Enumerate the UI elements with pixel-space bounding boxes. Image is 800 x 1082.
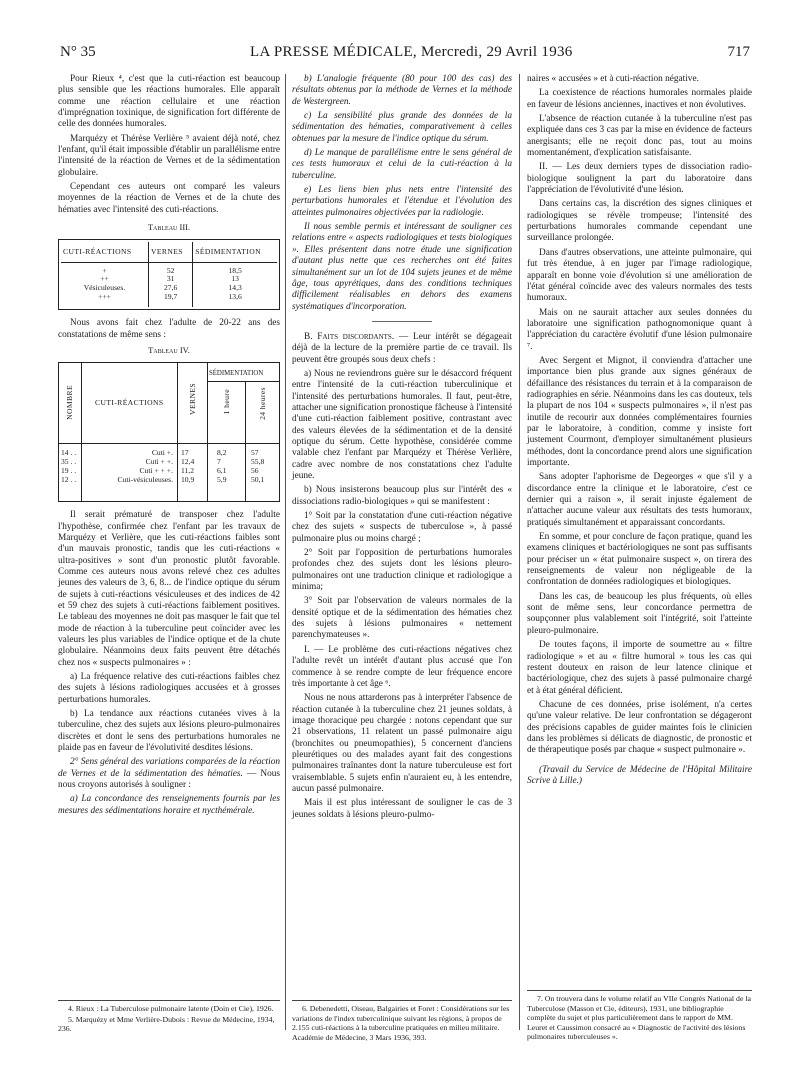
table-cell: 12 . . (61, 474, 77, 484)
footnote: 4. Rieux : La Tuberculose pulmonaire latente (Doin et Cie), 1926. (68, 1004, 274, 1013)
paragraph: Dans d'autres observations, une atteinte pulmonaire, qui fut très étendue, à en juger par l'image radiologique, apparaît en bonne voie d'évolution si une amélioration de l'état général coïncide avec des valeurs normales des tests humoraux. (527, 247, 752, 304)
table-cell: 56 (251, 465, 259, 475)
paragraph (292, 332, 512, 366)
paragraph: b) Nous insisterons beaucoup plus sur l'intérêt des « dissociations radio-biologiques » qui se manifestent : (292, 485, 512, 507)
paragraph: L'absence de réaction cutanée à la tuberculine n'est pas expliquée dans ces 3 cas par la mise en évidence de facteurs anergisants; elle ne reçoit donc pas, tout au moins momentanément, d'explication satisfaisante. (527, 114, 752, 159)
table-cell: Vésiculeuses. (83, 283, 126, 292)
paragraph: Mais on ne saurait attacher aux seules données du laboratoire une signification pathognomonique quant à l'appréciation du caractère évolutif d'une lésion pulmonaire ⁷. (527, 307, 752, 352)
table-cell: 18,5 (193, 262, 277, 275)
section-divider (372, 321, 432, 322)
paragraph: b) La tendance aux réactions cutanées vives à la tuberculine, chez des sujets aux lésions pleuro-pulmonaires discrètes et dont le sens des perturbations humorales ne plaide pas en faveur de l'évolutivité desdites lésions. (58, 709, 280, 754)
table-cell: 19,7 (148, 293, 192, 308)
paragraph: Marquézy et Thérèse Verlière ⁵ avaient déjà noté, chez l'enfant, qu'il était impossible d'établir un parallélisme entre l'intensité de la réaction de Vernes et de la sédimentation globulaire. (58, 133, 280, 178)
table-cell: 7 (217, 457, 221, 467)
column-divider (285, 74, 286, 1030)
paragraph: a) Nous ne reviendrons guère sur le désaccord fréquent entre l'intensité de la cuti-réaction tuberculinique et l'intensité des perturbations humorales. Il faut, peut-être, attacher une signification pronostique fâcheuse à l'intensité d'une cuti-réaction faiblement positive, contrastant avec des valeurs élevées de la sédimentation et de la densité optique du sérum. Cette hypothèse, considérée comme valable chez l'enfant par Marquézy et Thérèse Verlière, cadre avec nombre de nos constatations chez l'adulte jeune. (292, 368, 512, 481)
paragraph: e) Les liens bien plus nets entre l'intensité des perturbations humorales et l'étendue et l'évolution des atteintes pulmonaires objectivées par la radiologie. (292, 185, 512, 218)
paragraph: Il nous semble permis et intéressant de souligner ces relations entre « aspects radiologiques et tests biologiques ». Elles présentent dans notre étude une signification d'autant plus nette que ces recherches ont été faites simultanément sur un lot de 104 sujets jeunes et de même âge, tous apyrétiques, dans des conditions techniques difficilement réalisables en dehors des examens systématiques d'incorporation. (292, 222, 512, 312)
footnote: 5. Marquézy et Mme Verlière-Dubois : Revue de Médecine, 1934, 236. (58, 1014, 275, 1033)
page-number: 717 (727, 44, 750, 60)
paragraph: En somme, et pour conclure de façon pratique, quand les examens cliniques et bactériologiques ne sont pas suffisants pour préciser un « état pulmonaire suspect », on tirera des renseignements de valeur non négligeable de la confrontation de données radiologiques et biologiques. (527, 532, 752, 588)
table-cell: 6,1 (217, 465, 227, 475)
table-cell: 13,6 (193, 293, 277, 308)
table-cell: 17 (181, 448, 189, 458)
paragraph: II. — Les deux derniers types de dissociation radio-biologique soulignent la part du laboratoire dans l'appréciation de l'évolutivité d'une lésion. (527, 162, 752, 196)
table-cell: 52 (148, 262, 192, 275)
footnote-separator (292, 1000, 512, 1001)
table-cell: Cuti-vésiculeuses. (117, 474, 173, 484)
paragraph: Nous ne nous attarderons pas à interpréter l'absence de réaction cutanée à la tuberculine chez 21 jeunes soldats, à image thoracique peu chargée : notons cependant que sur 21 observations, 11 relatent un passé pulmonaire aigu (bronchites ou pneumopathies), 5 concernent d'anciens pleurétiques ou des malades ayant fait des congestions pulmonaires traînantes dont la nature tuberculeuse est fort vraisemblable. 5 sujets enfin n'auraient eu, à les entendre, aucun passé pulmonaire. (292, 693, 512, 794)
table-cell: 10,9 (181, 474, 195, 484)
table-header: CUTI-RÉACTIONS (61, 242, 148, 262)
table-cell: ++ (100, 274, 109, 284)
paragraph: Cependant ces auteurs ont comparé les valeurs moyennes de la réaction de Vernes et de la chute des hématies avec l'intensité des cuti-réactions. (58, 182, 280, 215)
footnote: 6. Debenedetti, Oiseau, Balgairies et Foret : Considérations sur les variations de l'index tuberculinique suivant les régions, à propos de 2.155 cuti-réactions à la tuberculine pratiquées en milieu militaire. Académie de Médecine, 3 Mars 1936, 393. (292, 1004, 510, 1042)
paragraph: naires « accusées » et à cuti-réaction négative. (527, 74, 699, 84)
paragraph: b) L'analogie fréquente (80 pour 100 des cas) des résultats obtenus par la méthode de Vernes et la méthode de Westergreen. (292, 74, 512, 107)
paragraph-text: — Nous nous croyons autorisés à souligner : (58, 768, 281, 791)
paragraph: a) La concordance des renseignements fournis par les mesures des sédimentations horaire et nycthémérale. (58, 794, 280, 816)
paragraph: a) La fréquence relative des cuti-réactions faibles chez des sujets à lésions radiologiques accusées et à grosses perturbations humorales. (58, 672, 280, 705)
column-divider (519, 74, 520, 1030)
table-cell: + (102, 265, 107, 275)
paragraph (58, 757, 280, 791)
paragraph: La coexistence de réactions humorales normales plaide en faveur de lésions anciennes, inactives et non évolutives. (527, 88, 752, 110)
footnotes-col1 (58, 1004, 280, 1035)
table-3-caption: Tableau III. (147, 222, 191, 233)
table-header: SÉDIMENTATION (193, 242, 277, 262)
footnote-separator (527, 990, 752, 991)
table-header: VERNES (148, 242, 192, 262)
paragraph: 2° Soit par l'opposition de perturbations humorales profondes chez des sujets dont les lésions pleuro-pulmonaires ont une traduction clinique et radiologique a minima; (292, 548, 512, 593)
column-3 (527, 74, 752, 790)
affiliation: (Travail du Service de Médecine de l'Hôpital Militaire Scrive à Lille.) (527, 764, 752, 786)
table-cell: 8,2 (217, 448, 227, 458)
footnote-separator (58, 1000, 280, 1001)
table-cell: 14,3 (193, 284, 277, 293)
table-cell: 5,9 (217, 474, 227, 484)
issue-number: N° 35 (60, 44, 96, 60)
table-cell: +++ (98, 291, 111, 301)
section-heading: 2° Sens général des variations comparées de la réaction de Vernes et de la sédimentation des hématies. (58, 757, 280, 779)
table-cell: 55,8 (251, 457, 265, 467)
column-1 (58, 74, 280, 820)
table-cell: 12,4 (181, 457, 195, 467)
footnote: 7. On trouvera dans le volume relatif au VIIe Congrès National de la Tuberculose (Masson et Cie, éditeurs), 1931, une bibliographie complète du sujet et plus particulièrement dans le rapport de MM. Leuret et Caussimon consacré au « Diagnostic de l'activité des lésions pulmonaires tuberculeuses ». (527, 994, 751, 1041)
paragraph: 1° Soit par la constatation d'une cuti-réaction négative chez des sujets « suspects de tuberculose », à passé pulmonaire plus ou moins chargé ; (292, 511, 512, 544)
page-header (60, 44, 750, 66)
table-4-caption: Tableau IV. (148, 344, 190, 355)
section-heading: B. Faits discordants. (304, 331, 395, 342)
table-cell: 13 (193, 275, 277, 284)
paragraph: Il serait prématuré de transposer chez l'adulte l'hypothèse, confirmée chez l'enfant par les travaux de Marquézy et Verlière, que les cuti-réactions faibles sont d'un mauvais pronostic, tandis que les cuti-réactions « ultra-positives » sont d'un pronostic plutôt favorable. Comme ces auteurs nous avons relevé chez ces adultes jeunes des valeurs de 3, 6, 8... de l'indice optique du sérum de sujets à cuti-réactions vésiculeuses et des indices de 42 et 59 chez des sujets à cuti-réactions faiblement positives. Le tableau des moyennes ne doit pas masquer le fait que tel mode de réaction à la tuberculine peut coïncider avec les valeurs les plus variables de l'indice optique et de la chute globulaire. Néanmoins deux faits peuvent être détachés chez nos « suspects pulmonaires » : (58, 510, 280, 668)
table-cell: 19 . . (61, 465, 77, 475)
table-cell: Cuti + +. (145, 457, 173, 467)
table-header: SÉDIMENTATION (209, 370, 264, 378)
paragraph: Mais il est plus intéressant de souligner le cas de 3 jeunes soldats à lésions pleuro-pulmo- (292, 798, 512, 820)
paragraph: c) La sensibilité plus grande des données de la sédimentation des hématies, comparativement à celles obtenues par la mesure de l'indice optique du sérum. (292, 111, 512, 144)
table-cell: 27,6 (148, 284, 192, 293)
paragraph: Dans les cas, de beaucoup les plus fréquents, où elles sont de même sens, leur concordance permettra de soupçonner plus valablement soit l'intégrité, soit l'atteinte pleuro-pulmonaire. (527, 591, 752, 636)
table-cell: 31 (148, 275, 192, 284)
table-cell: 50,1 (251, 474, 265, 484)
paragraph: Pour Rieux ⁴, c'est que la cuti-réaction est beaucoup plus sensible que les réactions humorales. Elle apparaît comme une réaction cellulaire et une réaction d'imprégnation toxinique, de signification fort différente de celle des données humorales. (58, 74, 280, 130)
table-cell: 35 . . (61, 457, 77, 467)
table-cell: Cuti + + +. (139, 465, 173, 475)
table-3 (58, 239, 280, 310)
table-cell: 11,2 (181, 465, 195, 475)
footnotes-col2 (292, 1004, 512, 1043)
table-header: VERNES (188, 383, 197, 416)
column-2 (292, 74, 512, 824)
paragraph: De toutes façons, il importe de soumettre au « filtre radiologique » et au « filtre humoral » tous les cas qui restent douteux en raison de leur latence clinique et bactériologique, chez des sujets à passé pulmonaire chargé et à état général déficient. (527, 640, 752, 696)
table-cell: Cuti +. (151, 448, 173, 458)
table-header: CUTI-RÉACTIONS (95, 398, 164, 408)
paragraph: Sans adopter l'aphorisme de Degeorges « que s'il y a discordance entre la clinique et le laboratoire, c'est ce dernier qui a raison », il serait injuste également de n'attacher aucune valeur aux résultats des tests humoraux, pratiqués simultanément et apparaissant concordants. (527, 472, 752, 528)
paragraph: d) Le manque de parallélisme entre le sens général de ces tests humoraux et celui de la cuti-réaction à la tuberculine. (292, 148, 512, 181)
table-cell: 57 (251, 448, 259, 458)
table-header: NOMBRE (65, 385, 74, 421)
journal-title: LA PRESSE MÉDICALE, Mercredi, 29 Avril 1936 (250, 44, 573, 60)
table-header: 24 heures (258, 387, 267, 421)
table-cell: 14 . . (61, 448, 77, 458)
table-4 (58, 362, 280, 502)
paragraph: Avec Sergent et Mignot, il conviendra d'attacher une importance bien plus grande aux signes généraux de défaillance des résistances du terrain et à la comparaison de radiographies en série. Néanmoins dans les cas douteux, tels la plupart de nos 104 « suspects pulmonaires », il n'est pas inutile de recourir aux données complémentaires fournies par le laboratoire, à condition, comme y insiste fort justement Courmont, d'employer simultanément plusieurs méthodes, dont la concordance prend alors une signification importante. (527, 355, 752, 468)
paragraph: 3° Soit par l'observation de valeurs normales de la densité optique et de la sédimentation des hématies chez des sujets à lésions pulmonaires « nettement parenchymateuses ». (292, 596, 512, 641)
footnotes-col3 (527, 994, 752, 1043)
paragraph: Nous avons fait chez l'adulte de 20-22 ans des constatations de même sens : (58, 318, 280, 340)
paragraph: I. — Le problème des cuti-réactions négatives chez l'adulte revêt un intérêt d'autant plus accusé que l'on commence à se rendre compte de leur fréquence encore très importante à cet âge ⁶. (292, 644, 512, 689)
paragraph: Dans certains cas, la discrétion des signes cliniques et radiologiques se révèle trompeuse; l'intensité des perturbations humorales commande cependant une surveillance prolongée. (527, 199, 752, 244)
table-header: 1 heure (222, 389, 231, 415)
paragraph-text: — Leur intérêt se dégageait déjà de la lecture de la première partie de ce travail. Ils peuvent être groupés sous deux chefs : (292, 331, 513, 365)
paragraph: Chacune de ces données, prise isolément, n'a certes qu'une valeur relative. De leur confrontation se dégageront des précisions capables de guider maintes fois le clinicien dans les problèmes si délicats de diagnostic, de pronostic et de thérapeutique posés par chaque « suspect pulmonaire ». (527, 699, 752, 756)
